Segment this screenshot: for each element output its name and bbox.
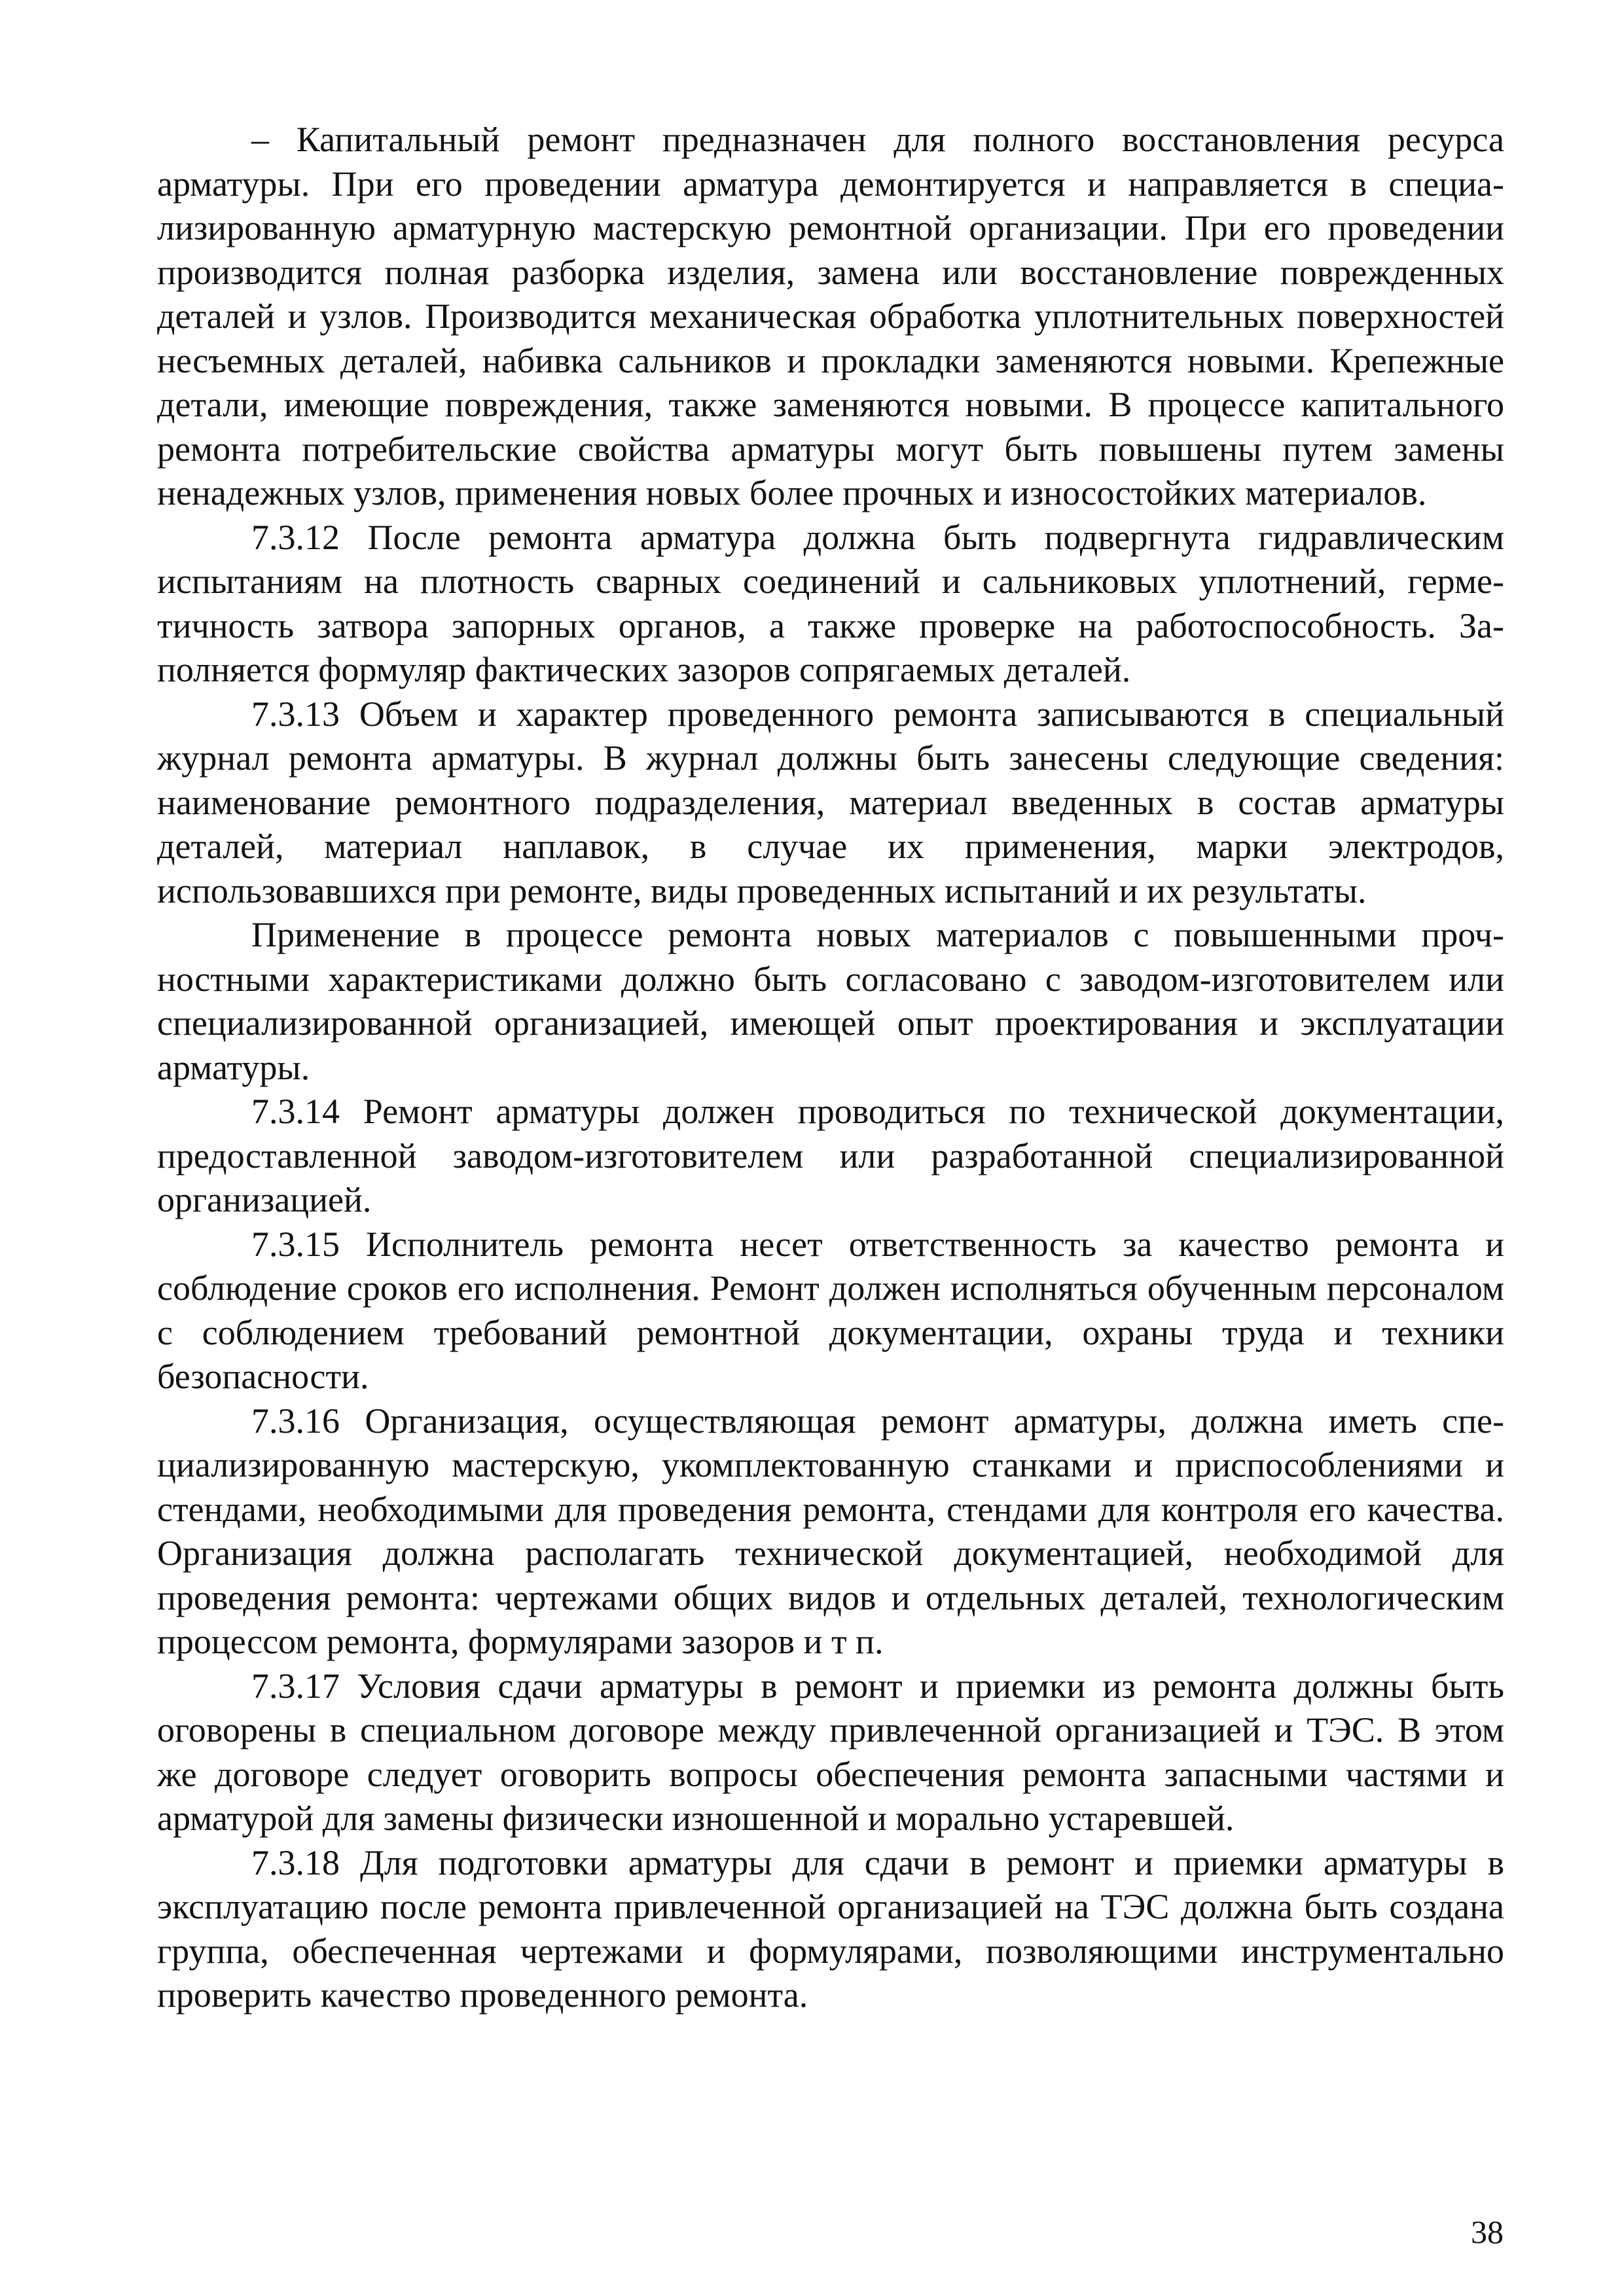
page-number: 38: [1471, 2214, 1504, 2250]
paragraph-7-3-16: 7.3.16 Организация, осуществляющая ремонт арматуры, должна иметь специализированную мастерскую, укомплектованную станками и приспособлениями и стендами, необходимыми для проведения ремонта, стендами для контроля его качества. Организация должна располагать технической документацией, необходимой для проведения ремонта: чертежами общих видов и отдельных деталей, технологическим процессом ремонта, формулярами зазоров и т п.: [157, 1401, 1504, 1661]
paragraph-7-3-13: 7.3.13 Объем и характер проведенного ремонта записываются в специальный журнал ремонта арматуры. В журнал должны быть занесены следующие сведения: наименование ремонтного подразделения, материал введенных в состав арматуры деталей, материал наплавок, в случае их применения, марки электродов, использовавшихся при ремонте, виды проведенных испытаний и их результаты.: [157, 694, 1504, 910]
paragraph-7-3-12: 7.3.12 После ремонта арматура должна быть подвергнута гидравлическим испытаниям на плотность сварных соединений и сальниковых уплотнений, герметичность затвора запорных органов, а также проверке на работоспособность. Заполняется формуляр фактических зазоров сопрягаемых деталей.: [157, 517, 1504, 689]
paragraph-7-3-15: 7.3.15 Исполнитель ремонта несет ответственность за качество ремонта и соблюдение сроков его исполнения. Ремонт должен исполняться обученным персоналом с соблюдением требований ремонтной документации, охраны труда и техники безопасности.: [157, 1224, 1504, 1396]
paragraph-new-materials: Применение в процессе ремонта новых материалов с повышенными прочностными характеристиками должно быть согласовано с заводом-изготовителем или специализированной организацией, имеющей опыт проектирования и эксплуатации арматуры.: [157, 915, 1504, 1087]
paragraph-capital-repair: – Капитальный ремонт предназначен для полного восстановления ресурса арматуры. При его проведении арматура демонтируется и направляется в специализированную арматурную мастерскую ремонтной организации. При его проведении производится полная разборка изделия, замена или восстановление поврежденных деталей и узлов. Производится механическая обработка уплотнительных поверхностей несъемных деталей, набивка сальников и прокладки заменяются новыми. Крепежные детали, имеющие повреждения, также заменяются новыми. В процессе капитального ремонта потребительские свойства арматуры могут быть повышены путем замены ненадежных узлов, применения новых более прочных и износостойких материалов.: [157, 120, 1504, 512]
paragraph-7-3-17: 7.3.17 Условия сдачи арматуры в ремонт и приемки из ремонта должны быть оговорены в специальном договоре между привлеченной организацией и ТЭС. В этом же договоре следует оговорить вопросы обеспечения ремонта запасными частями и арматурой для замены физически изношенной и морально устаревшей.: [157, 1666, 1504, 1838]
paragraph-7-3-14: 7.3.14 Ремонт арматуры должен проводиться по технической документации, предоставленной заводом-изготовителем или разработанной специализированной организацией.: [157, 1092, 1504, 1219]
text-body: [157, 118, 1504, 2018]
paragraph-7-3-18: 7.3.18 Для подготовки арматуры для сдачи в ремонт и приемки арматуры в эксплуатацию после ремонта привлеченной организацией на ТЭС должна быть создана группа, обеспеченная чертежами и формулярами, позволяющими инструментально проверить качество проведенного ремонта.: [157, 1842, 1504, 2015]
